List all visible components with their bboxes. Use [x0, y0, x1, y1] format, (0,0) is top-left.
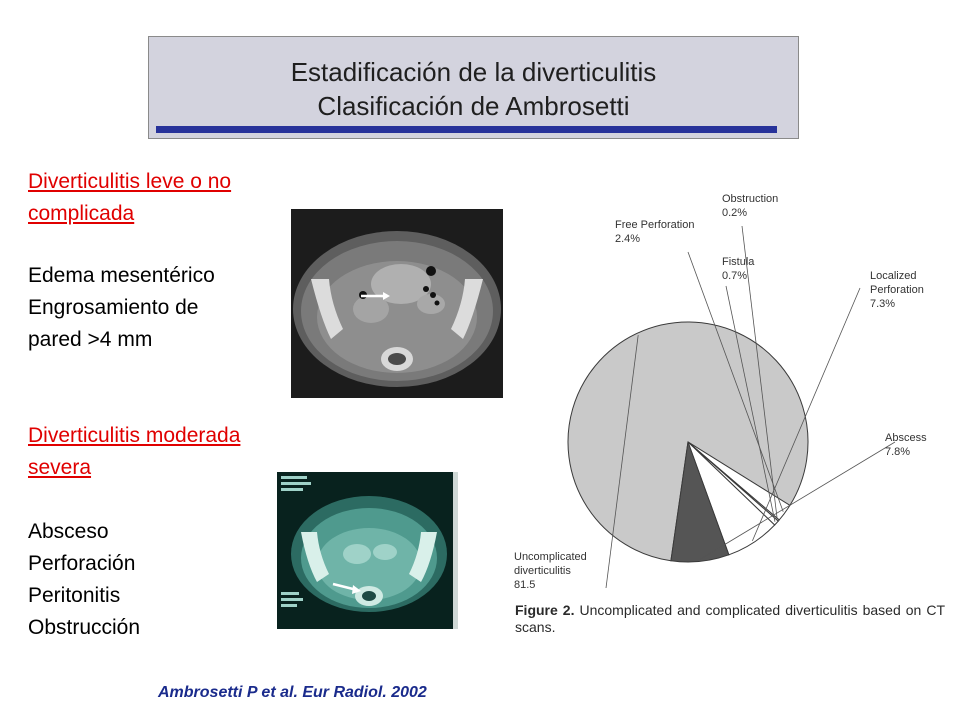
figure-caption-label: Figure 2. [515, 602, 575, 618]
moderate-heading-line1: Diverticulitis moderada [28, 424, 241, 447]
mild-heading-line1: Diverticulitis leve o no [28, 170, 232, 193]
moderate-item: Absceso [28, 520, 109, 543]
pie-chart [510, 190, 948, 655]
pie-slice-label: 0.7% [722, 270, 748, 282]
figure-caption [515, 602, 945, 636]
mild-item: Edema mesentérico [28, 264, 215, 287]
moderate-heading-line2: severa [28, 456, 92, 479]
moderate-item: Obstrucción [28, 616, 141, 639]
ct-scan-image-mild [291, 209, 503, 398]
moderate-item: Perforación [28, 552, 136, 575]
pie-slice-label: Uncomplicated [514, 551, 587, 563]
pie-slice-label: Fistula [722, 256, 755, 268]
mild-item: pared >4 mm [28, 328, 153, 351]
pie-slice-label: Abscess [885, 432, 927, 444]
pie-chart-svg [510, 190, 948, 655]
pie-slice-label: Free Perforation [615, 219, 695, 231]
mild-heading-line2: complicada [28, 202, 135, 225]
pie-slice-label: 81.5 [514, 579, 536, 591]
title-box [148, 36, 799, 139]
slide-title: Estadificación de la diverticulitis [290, 57, 657, 87]
pie-slice-label: 0.2% [722, 207, 748, 219]
figure-caption-text: Uncomplicated and complicated diverticulitis based on CT scans. [515, 602, 945, 635]
pie-slice-label: 7.3% [870, 298, 896, 310]
pie-slice-label: 2.4% [615, 233, 641, 245]
pie-slice-label: Perforation [870, 284, 924, 296]
citation: Ambrosetti P et al. Eur Radiol. 2002 [158, 684, 427, 701]
ct-scan-image-moderate [277, 472, 458, 629]
title-underline-bar [156, 126, 777, 133]
moderate-item: Peritonitis [28, 584, 121, 607]
pie-slice-label: 7.8% [885, 446, 911, 458]
pie-slice-label: Obstruction [722, 193, 779, 205]
pie-slice-label: diverticulitis [514, 565, 571, 577]
slide-subtitle: Clasificación de Ambrosetti [317, 91, 630, 121]
mild-item: Engrosamiento de [28, 296, 199, 319]
pie-slice-label: Localized [870, 270, 917, 282]
